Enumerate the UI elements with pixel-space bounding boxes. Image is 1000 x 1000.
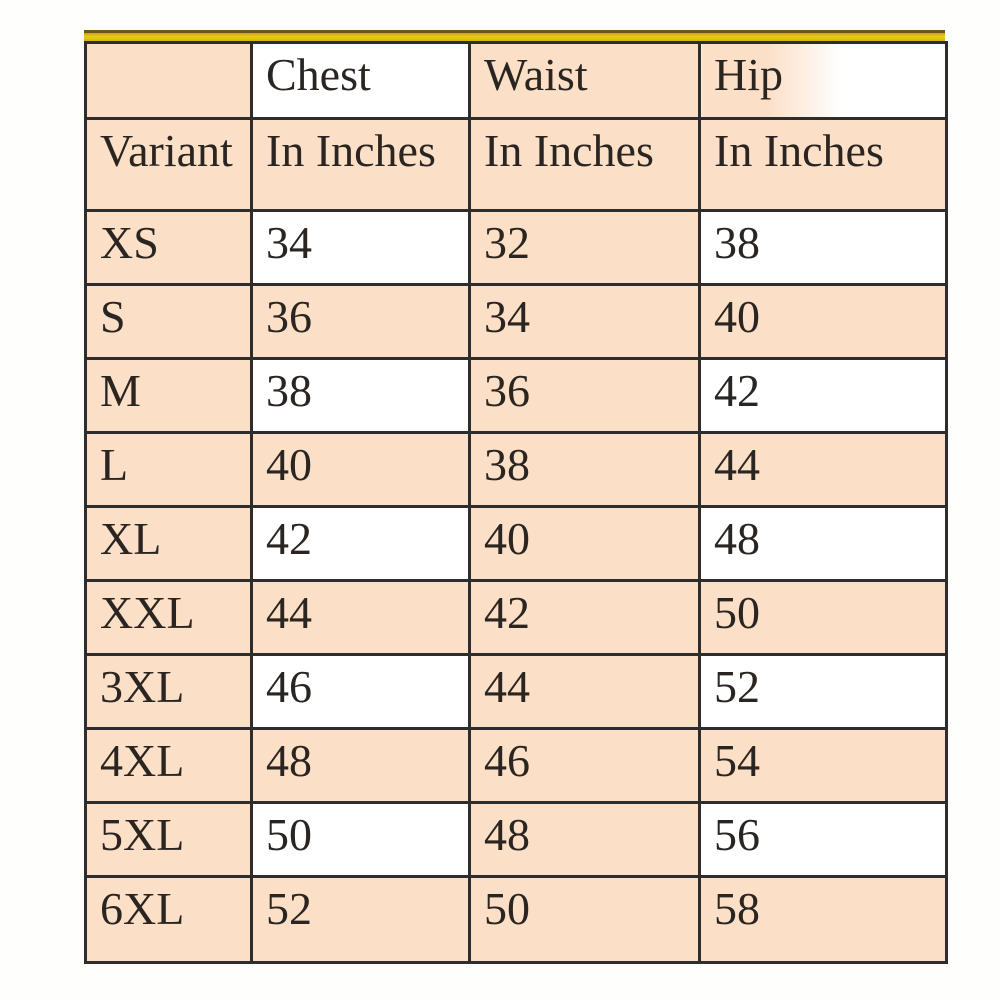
- hip-value-cell: 50: [700, 581, 947, 655]
- hip-value-cell: 52: [700, 655, 947, 729]
- chest-value-cell: 50: [252, 803, 470, 877]
- variant-cell: XS: [86, 211, 252, 285]
- waist-value-cell: 34: [470, 285, 700, 359]
- top-accent-line: [84, 30, 945, 41]
- size-row-xxl: [86, 581, 947, 655]
- hip-unit-cell: In Inches: [700, 119, 947, 211]
- unit-header-row: [86, 119, 947, 211]
- variant-cell: 6XL: [86, 877, 252, 963]
- waist-value-cell: 44: [470, 655, 700, 729]
- waist-value-cell: 40: [470, 507, 700, 581]
- waist-unit-cell: In Inches: [470, 119, 700, 211]
- waist-value-cell: 50: [470, 877, 700, 963]
- waist-header-cell: Waist: [470, 43, 700, 119]
- variant-header-cell: Variant: [86, 119, 252, 211]
- size-row-3xl: [86, 655, 947, 729]
- measurement-header-row: [86, 43, 947, 119]
- hip-header-cell: Hip: [700, 43, 947, 119]
- chest-value-cell: 38: [252, 359, 470, 433]
- chest-unit-cell: In Inches: [252, 119, 470, 211]
- variant-cell: XXL: [86, 581, 252, 655]
- size-row-m: [86, 359, 947, 433]
- hip-value-cell: 56: [700, 803, 947, 877]
- size-row-5xl: [86, 803, 947, 877]
- size-row-6xl: [86, 877, 947, 963]
- hip-value-cell: 54: [700, 729, 947, 803]
- chest-value-cell: 34: [252, 211, 470, 285]
- variant-cell: L: [86, 433, 252, 507]
- waist-value-cell: 32: [470, 211, 700, 285]
- variant-cell: 3XL: [86, 655, 252, 729]
- waist-value-cell: 38: [470, 433, 700, 507]
- hip-value-cell: 48: [700, 507, 947, 581]
- variant-cell: 4XL: [86, 729, 252, 803]
- size-row-l: [86, 433, 947, 507]
- variant-cell: M: [86, 359, 252, 433]
- variant-cell: 5XL: [86, 803, 252, 877]
- waist-value-cell: 48: [470, 803, 700, 877]
- chest-value-cell: 46: [252, 655, 470, 729]
- corner-empty-cell: [86, 43, 252, 119]
- size-row-xl: [86, 507, 947, 581]
- size-row-xs: [86, 211, 947, 285]
- size-row-4xl: [86, 729, 947, 803]
- variant-cell: XL: [86, 507, 252, 581]
- waist-value-cell: 42: [470, 581, 700, 655]
- hip-value-cell: 38: [700, 211, 947, 285]
- size-table: [84, 41, 948, 964]
- waist-value-cell: 36: [470, 359, 700, 433]
- chest-value-cell: 36: [252, 285, 470, 359]
- size-row-s: [86, 285, 947, 359]
- hip-value-cell: 40: [700, 285, 947, 359]
- size-chart: [84, 30, 945, 964]
- hip-value-cell: 44: [700, 433, 947, 507]
- chest-value-cell: 44: [252, 581, 470, 655]
- chest-value-cell: 48: [252, 729, 470, 803]
- hip-value-cell: 42: [700, 359, 947, 433]
- chest-value-cell: 42: [252, 507, 470, 581]
- waist-value-cell: 46: [470, 729, 700, 803]
- chest-header-cell: Chest: [252, 43, 470, 119]
- hip-value-cell: 58: [700, 877, 947, 963]
- variant-cell: S: [86, 285, 252, 359]
- chest-value-cell: 40: [252, 433, 470, 507]
- chest-value-cell: 52: [252, 877, 470, 963]
